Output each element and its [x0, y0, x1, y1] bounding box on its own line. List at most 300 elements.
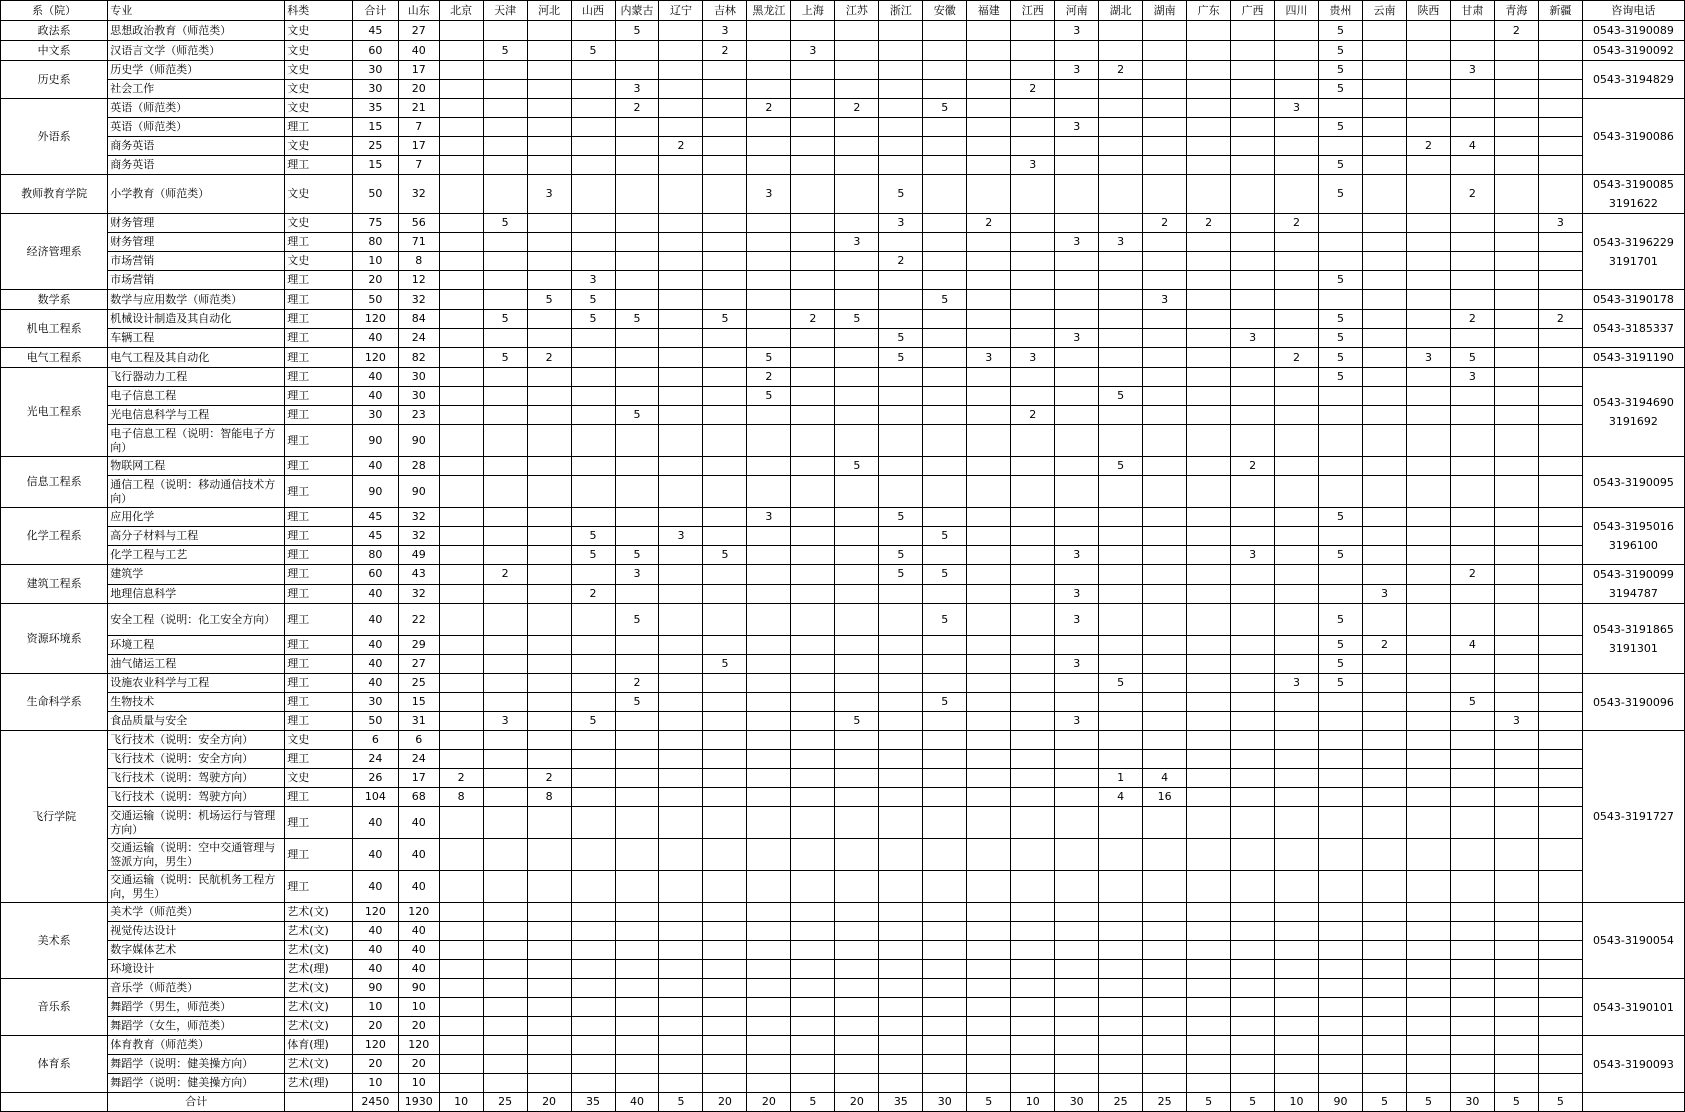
quota-cell[interactable]	[1538, 979, 1582, 998]
quota-cell[interactable]	[1099, 807, 1143, 839]
major-cell[interactable]: 车辆工程	[108, 329, 285, 348]
quota-cell[interactable]	[835, 998, 879, 1017]
quota-cell[interactable]: 22	[398, 604, 439, 636]
quota-cell[interactable]	[1055, 807, 1099, 839]
quota-cell[interactable]: 5	[879, 508, 923, 527]
major-cell[interactable]: 思想政治教育（师范类）	[108, 21, 285, 41]
quota-cell[interactable]	[967, 425, 1011, 457]
total-cell[interactable]: 40	[352, 922, 398, 941]
quota-cell[interactable]	[1538, 604, 1582, 636]
header-province[interactable]: 浙江	[879, 1, 923, 21]
quota-cell[interactable]	[1538, 712, 1582, 731]
quota-cell[interactable]	[1099, 329, 1143, 348]
quota-cell[interactable]	[967, 457, 1011, 476]
quota-cell[interactable]: 30	[398, 387, 439, 406]
header-province[interactable]: 吉林	[703, 1, 747, 21]
quota-cell[interactable]	[483, 731, 527, 750]
quota-cell[interactable]	[791, 839, 835, 871]
quota-cell[interactable]: 5	[483, 214, 527, 233]
province-total-cell[interactable]: 5	[967, 1093, 1011, 1112]
quota-cell[interactable]	[747, 979, 791, 998]
quota-cell[interactable]: 2	[615, 674, 659, 693]
major-cell[interactable]: 环境工程	[108, 636, 285, 655]
quota-cell[interactable]	[1450, 329, 1494, 348]
quota-cell[interactable]	[1055, 137, 1099, 156]
quota-cell[interactable]	[439, 731, 483, 750]
quota-cell[interactable]: 31	[398, 712, 439, 731]
quota-cell[interactable]	[483, 476, 527, 508]
quota-cell[interactable]	[571, 21, 615, 41]
quota-cell[interactable]	[1538, 922, 1582, 941]
quota-cell[interactable]	[791, 99, 835, 118]
quota-cell[interactable]	[791, 960, 835, 979]
quota-cell[interactable]	[1187, 457, 1231, 476]
quota-cell[interactable]	[967, 584, 1011, 604]
quota-cell[interactable]	[615, 290, 659, 310]
totals-label[interactable]: 合计	[108, 1093, 285, 1112]
quota-cell[interactable]	[1099, 712, 1143, 731]
quota-cell[interactable]	[1011, 527, 1055, 546]
province-total-cell[interactable]: 35	[571, 1093, 615, 1112]
quota-cell[interactable]	[571, 348, 615, 368]
quota-cell[interactable]	[439, 1074, 483, 1093]
quota-cell[interactable]	[879, 636, 923, 655]
quota-cell[interactable]	[791, 604, 835, 636]
major-cell[interactable]: 舞蹈学（女生，师范类）	[108, 1017, 285, 1036]
category-cell[interactable]: 艺术(文)	[285, 979, 353, 998]
quota-cell[interactable]	[1538, 731, 1582, 750]
quota-cell[interactable]	[1406, 922, 1450, 941]
quota-cell[interactable]	[1362, 1036, 1406, 1055]
quota-cell[interactable]	[1450, 584, 1494, 604]
quota-cell[interactable]	[1143, 41, 1187, 61]
quota-cell[interactable]	[835, 922, 879, 941]
quota-cell[interactable]	[1319, 527, 1363, 546]
quota-cell[interactable]	[483, 527, 527, 546]
quota-cell[interactable]	[1362, 922, 1406, 941]
category-cell[interactable]: 文史	[285, 99, 353, 118]
quota-cell[interactable]	[659, 712, 703, 731]
quota-cell[interactable]	[1231, 693, 1275, 712]
quota-cell[interactable]	[1538, 998, 1582, 1017]
category-cell[interactable]: 理工	[285, 310, 353, 329]
quota-cell[interactable]: 5	[1319, 674, 1363, 693]
quota-cell[interactable]	[1099, 546, 1143, 565]
quota-cell[interactable]: 5	[527, 290, 571, 310]
quota-cell[interactable]: 15	[398, 693, 439, 712]
quota-cell[interactable]	[703, 137, 747, 156]
quota-cell[interactable]	[703, 508, 747, 527]
quota-cell[interactable]	[1538, 1074, 1582, 1093]
quota-cell[interactable]	[1275, 693, 1319, 712]
quota-cell[interactable]	[659, 960, 703, 979]
total-cell[interactable]: 30	[352, 80, 398, 99]
quota-cell[interactable]	[1099, 731, 1143, 750]
quota-cell[interactable]: 2	[1406, 137, 1450, 156]
quota-cell[interactable]	[879, 998, 923, 1017]
quota-cell[interactable]	[1319, 750, 1363, 769]
quota-cell[interactable]	[659, 457, 703, 476]
quota-cell[interactable]	[923, 310, 967, 329]
quota-cell[interactable]	[615, 655, 659, 674]
quota-cell[interactable]	[1187, 922, 1231, 941]
quota-cell[interactable]	[967, 80, 1011, 99]
quota-cell[interactable]	[1099, 41, 1143, 61]
major-cell[interactable]: 飞行器动力工程	[108, 368, 285, 387]
quota-cell[interactable]	[1450, 1074, 1494, 1093]
major-cell[interactable]: 安全工程（说明：化工安全方向）	[108, 604, 285, 636]
quota-cell[interactable]	[923, 118, 967, 137]
major-cell[interactable]: 建筑学	[108, 565, 285, 585]
quota-cell[interactable]	[571, 903, 615, 922]
quota-cell[interactable]	[791, 387, 835, 406]
quota-cell[interactable]	[967, 527, 1011, 546]
quota-cell[interactable]	[1187, 1055, 1231, 1074]
quota-cell[interactable]: 5	[703, 546, 747, 565]
quota-cell[interactable]	[1538, 674, 1582, 693]
quota-cell[interactable]	[1055, 636, 1099, 655]
major-cell[interactable]: 舞蹈学（男生，师范类）	[108, 998, 285, 1017]
quota-cell[interactable]: 5	[571, 310, 615, 329]
quota-cell[interactable]	[879, 674, 923, 693]
quota-cell[interactable]	[1362, 903, 1406, 922]
quota-cell[interactable]	[1362, 41, 1406, 61]
quota-cell[interactable]: 5	[1319, 41, 1363, 61]
quota-cell[interactable]	[483, 788, 527, 807]
quota-cell[interactable]	[1099, 348, 1143, 368]
quota-cell[interactable]	[1011, 21, 1055, 41]
quota-cell[interactable]: 5	[615, 604, 659, 636]
quota-cell[interactable]	[747, 546, 791, 565]
quota-cell[interactable]: 5	[615, 693, 659, 712]
quota-cell[interactable]	[1406, 156, 1450, 175]
quota-cell[interactable]	[527, 903, 571, 922]
quota-cell[interactable]	[615, 329, 659, 348]
quota-cell[interactable]	[1362, 271, 1406, 290]
dept-cell[interactable]: 经济管理系	[1, 214, 108, 290]
quota-cell[interactable]	[1362, 527, 1406, 546]
quota-cell[interactable]	[1494, 368, 1538, 387]
quota-cell[interactable]: 43	[398, 565, 439, 585]
quota-cell[interactable]	[1275, 457, 1319, 476]
quota-cell[interactable]	[879, 788, 923, 807]
quota-cell[interactable]	[1450, 457, 1494, 476]
quota-cell[interactable]	[1275, 329, 1319, 348]
quota-cell[interactable]	[747, 1036, 791, 1055]
quota-cell[interactable]	[1406, 941, 1450, 960]
major-cell[interactable]: 交通运输（说明：空中交通管理与签派方向，男生）	[108, 839, 285, 871]
quota-cell[interactable]	[1011, 175, 1055, 214]
quota-cell[interactable]	[571, 387, 615, 406]
quota-cell[interactable]	[1187, 348, 1231, 368]
quota-cell[interactable]	[615, 527, 659, 546]
quota-cell[interactable]	[1275, 425, 1319, 457]
quota-cell[interactable]: 3	[1055, 584, 1099, 604]
quota-cell[interactable]: 3	[879, 214, 923, 233]
quota-cell[interactable]: 4	[1143, 769, 1187, 788]
phone-cell[interactable]: 0543-3190085 3191622	[1582, 175, 1684, 214]
quota-cell[interactable]	[835, 871, 879, 903]
quota-cell[interactable]	[483, 233, 527, 252]
quota-cell[interactable]	[1362, 61, 1406, 80]
total-cell[interactable]: 50	[352, 712, 398, 731]
quota-cell[interactable]	[1319, 769, 1363, 788]
quota-cell[interactable]	[1538, 788, 1582, 807]
quota-cell[interactable]	[1099, 476, 1143, 508]
total-cell[interactable]: 40	[352, 839, 398, 871]
quota-cell[interactable]	[747, 769, 791, 788]
quota-cell[interactable]	[1187, 546, 1231, 565]
major-cell[interactable]: 电气工程及其自动化	[108, 348, 285, 368]
quota-cell[interactable]: 40	[398, 922, 439, 941]
quota-cell[interactable]	[1538, 21, 1582, 41]
quota-cell[interactable]	[571, 1036, 615, 1055]
quota-cell[interactable]	[1187, 960, 1231, 979]
quota-cell[interactable]	[835, 731, 879, 750]
category-cell[interactable]: 艺术(文)	[285, 903, 353, 922]
quota-cell[interactable]	[1450, 99, 1494, 118]
quota-cell[interactable]	[835, 425, 879, 457]
quota-cell[interactable]	[1099, 271, 1143, 290]
quota-cell[interactable]: 3	[659, 527, 703, 546]
quota-cell[interactable]	[1099, 655, 1143, 674]
quota-cell[interactable]	[659, 368, 703, 387]
quota-cell[interactable]	[747, 290, 791, 310]
quota-cell[interactable]	[1231, 941, 1275, 960]
quota-cell[interactable]	[1362, 137, 1406, 156]
quota-cell[interactable]: 56	[398, 214, 439, 233]
quota-cell[interactable]	[1099, 565, 1143, 585]
quota-cell[interactable]	[1143, 871, 1187, 903]
quota-cell[interactable]	[1011, 99, 1055, 118]
province-total-cell[interactable]: 10	[439, 1093, 483, 1112]
quota-cell[interactable]: 5	[615, 21, 659, 41]
quota-cell[interactable]	[1275, 546, 1319, 565]
quota-cell[interactable]	[527, 80, 571, 99]
total-cell[interactable]: 40	[352, 387, 398, 406]
quota-cell[interactable]	[483, 271, 527, 290]
quota-cell[interactable]	[527, 21, 571, 41]
quota-cell[interactable]	[1143, 636, 1187, 655]
quota-cell[interactable]	[1099, 425, 1143, 457]
quota-cell[interactable]	[1494, 252, 1538, 271]
quota-cell[interactable]	[747, 998, 791, 1017]
phone-cell[interactable]: 0543-3190054	[1582, 903, 1684, 979]
major-cell[interactable]: 物联网工程	[108, 457, 285, 476]
quota-cell[interactable]	[1231, 674, 1275, 693]
header-province[interactable]: 黑龙江	[747, 1, 791, 21]
quota-cell[interactable]	[1055, 252, 1099, 271]
quota-cell[interactable]	[835, 252, 879, 271]
quota-cell[interactable]	[1538, 99, 1582, 118]
total-cell[interactable]: 40	[352, 604, 398, 636]
category-cell[interactable]: 理工	[285, 807, 353, 839]
quota-cell[interactable]	[1055, 1017, 1099, 1036]
quota-cell[interactable]	[1494, 156, 1538, 175]
quota-cell[interactable]	[1099, 1036, 1143, 1055]
quota-cell[interactable]	[1099, 1017, 1143, 1036]
total-cell[interactable]: 40	[352, 457, 398, 476]
quota-cell[interactable]	[923, 546, 967, 565]
quota-cell[interactable]	[439, 636, 483, 655]
total-cell[interactable]: 120	[352, 1036, 398, 1055]
quota-cell[interactable]	[483, 137, 527, 156]
quota-cell[interactable]	[571, 233, 615, 252]
quota-cell[interactable]	[1538, 960, 1582, 979]
quota-cell[interactable]	[1538, 584, 1582, 604]
quota-cell[interactable]	[439, 271, 483, 290]
quota-cell[interactable]	[1099, 290, 1143, 310]
quota-cell[interactable]	[879, 922, 923, 941]
quota-cell[interactable]	[747, 329, 791, 348]
quota-cell[interactable]	[1275, 960, 1319, 979]
quota-cell[interactable]	[1275, 137, 1319, 156]
quota-cell[interactable]	[835, 674, 879, 693]
province-total-cell[interactable]: 5	[1187, 1093, 1231, 1112]
quota-cell[interactable]	[1450, 1036, 1494, 1055]
quota-cell[interactable]: 5	[1099, 674, 1143, 693]
quota-cell[interactable]	[835, 839, 879, 871]
quota-cell[interactable]	[1494, 214, 1538, 233]
quota-cell[interactable]	[439, 565, 483, 585]
header-province[interactable]: 辽宁	[659, 1, 703, 21]
quota-cell[interactable]	[483, 941, 527, 960]
quota-cell[interactable]	[571, 998, 615, 1017]
header-province[interactable]: 江西	[1011, 1, 1055, 21]
category-cell[interactable]: 理工	[285, 712, 353, 731]
quota-cell[interactable]	[1362, 21, 1406, 41]
quota-cell[interactable]	[483, 546, 527, 565]
quota-cell[interactable]	[1406, 214, 1450, 233]
header-province[interactable]: 青海	[1494, 1, 1538, 21]
quota-cell[interactable]	[615, 175, 659, 214]
province-total-cell[interactable]: 5	[1538, 1093, 1582, 1112]
quota-cell[interactable]	[1494, 457, 1538, 476]
quota-cell[interactable]	[703, 584, 747, 604]
quota-cell[interactable]	[1143, 941, 1187, 960]
category-cell[interactable]: 理工	[285, 271, 353, 290]
header-province[interactable]: 北京	[439, 1, 483, 21]
category-cell[interactable]: 艺术(文)	[285, 1017, 353, 1036]
quota-cell[interactable]	[835, 476, 879, 508]
quota-cell[interactable]	[1362, 712, 1406, 731]
quota-cell[interactable]	[967, 1036, 1011, 1055]
quota-cell[interactable]	[1099, 750, 1143, 769]
quota-cell[interactable]	[703, 979, 747, 998]
quota-cell[interactable]	[1055, 1074, 1099, 1093]
quota-cell[interactable]	[1055, 290, 1099, 310]
category-cell[interactable]: 理工	[285, 233, 353, 252]
quota-cell[interactable]	[835, 41, 879, 61]
dept-cell[interactable]: 光电工程系	[1, 368, 108, 457]
total-cell[interactable]: 30	[352, 61, 398, 80]
quota-cell[interactable]	[923, 636, 967, 655]
quota-cell[interactable]	[1538, 329, 1582, 348]
phone-cell[interactable]: 0543-3194829	[1582, 61, 1684, 99]
quota-cell[interactable]	[879, 604, 923, 636]
quota-cell[interactable]	[1450, 476, 1494, 508]
quota-cell[interactable]: 120	[398, 903, 439, 922]
category-cell[interactable]: 理工	[285, 655, 353, 674]
quota-cell[interactable]	[527, 41, 571, 61]
category-cell[interactable]: 理工	[285, 527, 353, 546]
quota-cell[interactable]	[1231, 527, 1275, 546]
quota-cell[interactable]	[659, 979, 703, 998]
quota-cell[interactable]	[1143, 712, 1187, 731]
quota-cell[interactable]	[615, 118, 659, 137]
quota-cell[interactable]	[1494, 674, 1538, 693]
quota-cell[interactable]	[879, 979, 923, 998]
category-cell[interactable]: 理工	[285, 508, 353, 527]
quota-cell[interactable]	[527, 674, 571, 693]
major-cell[interactable]: 英语（师范类）	[108, 118, 285, 137]
quota-cell[interactable]: 8	[398, 252, 439, 271]
major-cell[interactable]: 高分子材料与工程	[108, 527, 285, 546]
quota-cell[interactable]	[967, 61, 1011, 80]
quota-cell[interactable]	[1538, 41, 1582, 61]
header-province[interactable]: 河北	[527, 1, 571, 21]
quota-cell[interactable]	[747, 655, 791, 674]
quota-cell[interactable]	[1011, 807, 1055, 839]
quota-cell[interactable]	[1099, 1074, 1143, 1093]
quota-cell[interactable]	[615, 61, 659, 80]
quota-cell[interactable]	[1143, 604, 1187, 636]
quota-cell[interactable]	[967, 998, 1011, 1017]
major-cell[interactable]: 市场营销	[108, 271, 285, 290]
category-cell[interactable]: 理工	[285, 584, 353, 604]
quota-cell[interactable]	[1187, 1036, 1231, 1055]
quota-cell[interactable]	[1494, 80, 1538, 99]
quota-cell[interactable]	[791, 476, 835, 508]
quota-cell[interactable]	[1538, 118, 1582, 137]
quota-cell[interactable]	[879, 903, 923, 922]
quota-cell[interactable]	[1319, 807, 1363, 839]
province-total-cell[interactable]: 35	[879, 1093, 923, 1112]
quota-cell[interactable]	[1187, 137, 1231, 156]
quota-cell[interactable]	[747, 252, 791, 271]
quota-cell[interactable]: 5	[1319, 636, 1363, 655]
quota-cell[interactable]	[1275, 80, 1319, 99]
quota-cell[interactable]	[659, 41, 703, 61]
quota-cell[interactable]	[1011, 329, 1055, 348]
quota-cell[interactable]	[659, 476, 703, 508]
quota-cell[interactable]	[1231, 252, 1275, 271]
quota-cell[interactable]	[483, 508, 527, 527]
quota-cell[interactable]	[571, 871, 615, 903]
quota-cell[interactable]	[1231, 156, 1275, 175]
quota-cell[interactable]	[571, 636, 615, 655]
quota-cell[interactable]	[1011, 271, 1055, 290]
quota-cell[interactable]	[923, 941, 967, 960]
quota-cell[interactable]	[791, 118, 835, 137]
quota-cell[interactable]	[703, 1074, 747, 1093]
quota-cell[interactable]: 3	[1055, 118, 1099, 137]
quota-cell[interactable]	[1319, 425, 1363, 457]
category-cell[interactable]: 艺术(文)	[285, 998, 353, 1017]
quota-cell[interactable]	[1406, 960, 1450, 979]
quota-cell[interactable]	[1494, 118, 1538, 137]
quota-cell[interactable]	[483, 118, 527, 137]
quota-cell[interactable]	[1143, 584, 1187, 604]
quota-cell[interactable]	[1011, 233, 1055, 252]
quota-cell[interactable]	[1538, 387, 1582, 406]
quota-cell[interactable]	[791, 584, 835, 604]
quota-cell[interactable]	[747, 941, 791, 960]
quota-cell[interactable]	[1319, 137, 1363, 156]
province-total-cell[interactable]: 10	[1275, 1093, 1319, 1112]
quota-cell[interactable]	[1055, 387, 1099, 406]
quota-cell[interactable]	[967, 565, 1011, 585]
